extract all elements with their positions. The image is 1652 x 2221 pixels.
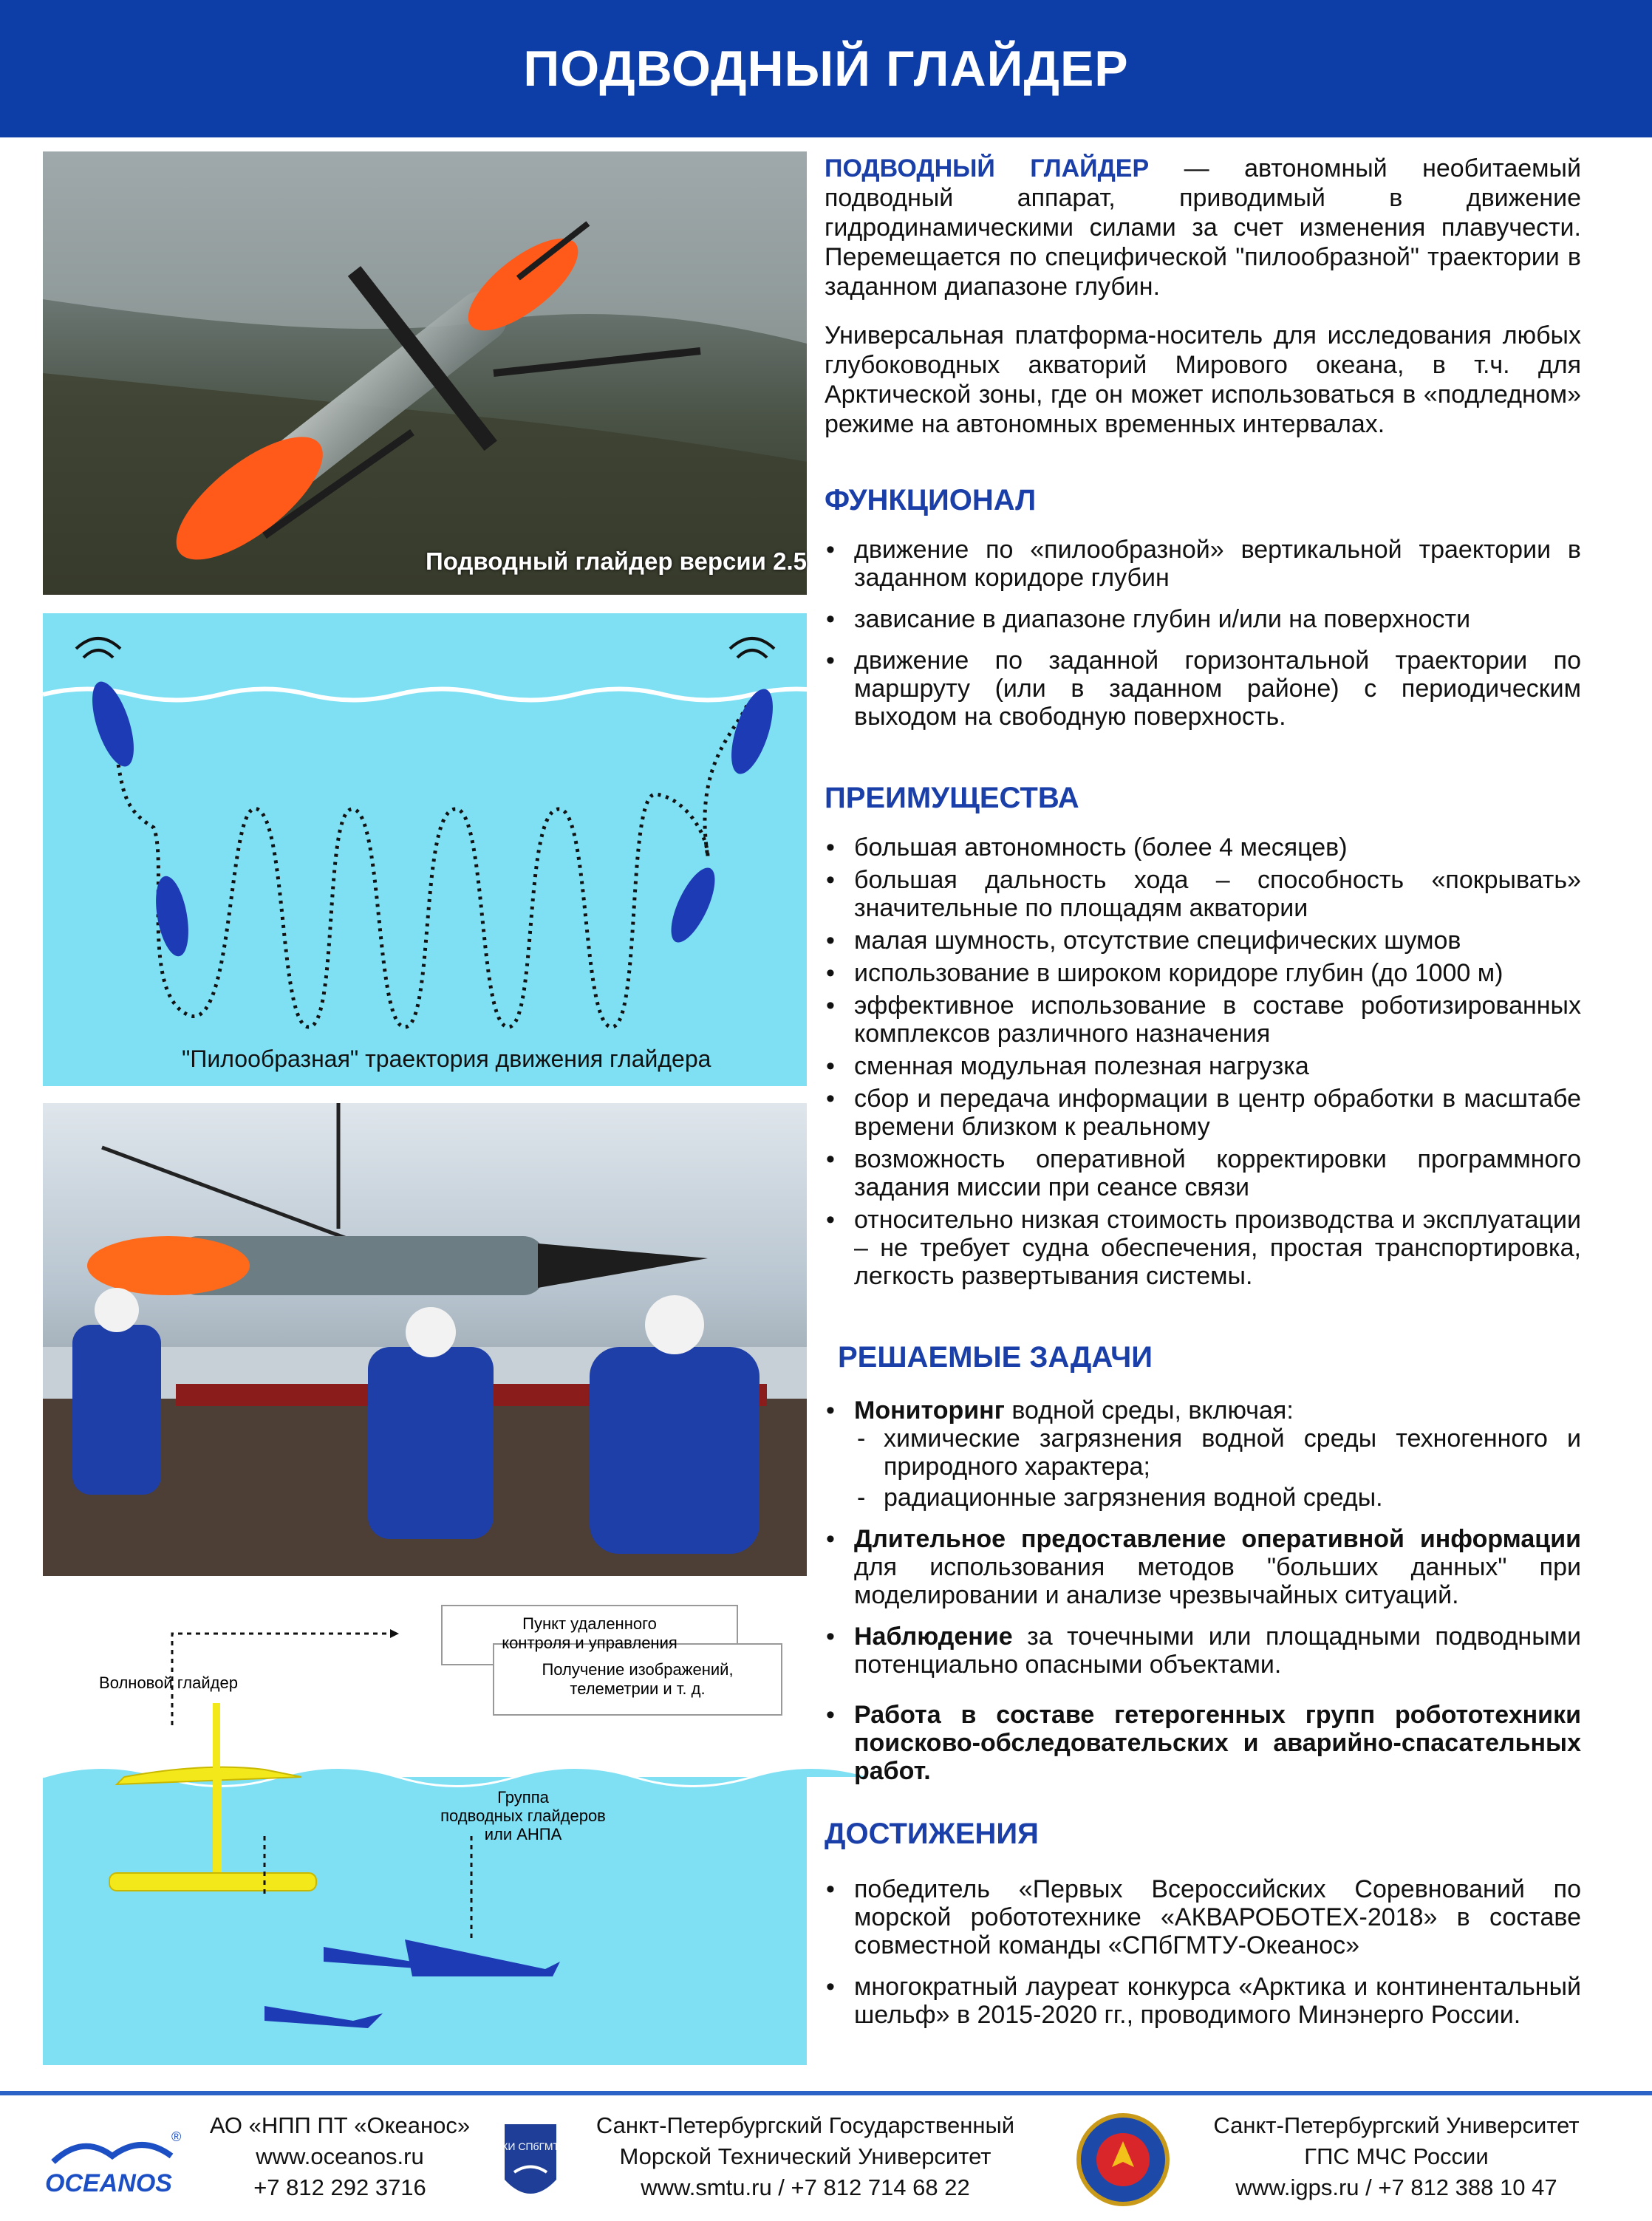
advantages-list xyxy=(825,833,1581,1290)
group-label-3: или АНПА xyxy=(484,1825,562,1843)
org2-name-line2: Морской Технический Университет xyxy=(619,2143,991,2169)
oceanos-logo-reg: ® xyxy=(171,2129,182,2144)
group-label-2: подводных глайдеров xyxy=(440,1807,606,1825)
smtu-contacts xyxy=(576,2110,1034,2203)
telemetry-label-2: телеметрии и т. д. xyxy=(570,1679,706,1698)
tasks-title: РЕШАЕМЫЕ ЗАДАЧИ xyxy=(838,1341,1153,1374)
intro-block xyxy=(825,154,1581,439)
advantages-title: ПРЕИМУЩЕСТВА xyxy=(825,782,1079,814)
trajectory-caption: "Пилообразная" траектория движения глайдера xyxy=(182,1045,711,1072)
system-scheme xyxy=(43,1592,807,2065)
page-title: ПОДВОДНЫЙ ГЛАЙДЕР xyxy=(523,41,1129,97)
achievement-item: • победитель «Первых Всероссийских Соревнований по морской робототехнике «АКВАРОБОТЕХ-2018» в составе совместной команды «СПбГМТУ-Океанос» xyxy=(825,1875,1581,1959)
advantage-item: • большая автономность (более 4 месяцев) xyxy=(825,833,1581,862)
functional-item-2: • зависание в диапазоне глубин и/или на поверхности xyxy=(825,605,1581,633)
org1-site[interactable]: www.oceanos.ru xyxy=(256,2143,424,2169)
trajectory-illustration xyxy=(43,613,807,1086)
telemetry-label-1: Получение изображений, xyxy=(542,1660,734,1679)
igps-logo-icon xyxy=(1075,2112,1171,2208)
task-item-monitoring: • Мониторинг водной среды, включая: xyxy=(825,1396,1581,1425)
task-subitem: - химические загрязнения водной среды техногенного и природного характера; xyxy=(854,1425,1581,1481)
org3-name-line1: Санкт-Петербургский Университет xyxy=(1213,2112,1580,2138)
wave-glider-label: Волновой глайдер xyxy=(99,1674,238,1692)
smtu-logo-icon xyxy=(495,2121,566,2209)
deployment-photo xyxy=(43,1103,807,1576)
functional-item-1: • движение по «пилообразной» вертикальной траектории в заданном коридоре глубин xyxy=(825,536,1581,592)
intro-paragraph-2: Универсальная платформа-носитель для исследования любых глубоководных акваторий Мирового океана, в т.ч. для Арктической зоны, где он может использоваться в «подледном» режиме на автономных временных интервалах. xyxy=(825,321,1581,438)
igps-logo xyxy=(1075,2112,1171,2208)
trajectory-diagram xyxy=(43,613,807,1086)
advantage-item: • возможность оперативной корректировки программного задания миссии при сеансе связи xyxy=(825,1145,1581,1201)
tasks-list xyxy=(825,1396,1581,1785)
org1-name: АО «НПП ПТ «Океанос» xyxy=(209,2112,471,2138)
smtu-logo-text: ЛКИ СПбГМТУ xyxy=(495,2140,566,2152)
functional-item-3: • движение по заданной горизонтальной траектории по маршруту (или в заданном районе) с периодическим выходом на свободную поверхность. xyxy=(825,646,1581,731)
oceanos-logo-text: OCEANOS xyxy=(45,2169,172,2197)
control-point-label-2: контроля и управления xyxy=(502,1634,677,1652)
control-point-label-1: Пункт удаленного xyxy=(522,1614,657,1633)
achievements-title: ДОСТИЖЕНИЯ xyxy=(825,1818,1039,1850)
advantage-item: • сменная модульная полезная нагрузка xyxy=(825,1052,1581,1080)
intro-lead: ПОДВОДНЫЙ ГЛАЙДЕР xyxy=(825,154,1150,182)
smtu-logo xyxy=(495,2121,566,2209)
org3-contact[interactable]: www.igps.ru / +7 812 388 10 47 xyxy=(1235,2174,1557,2200)
advantage-item: • малая шумность, отсутствие специфических шумов xyxy=(825,927,1581,955)
footer xyxy=(0,2091,1652,2221)
task-item-group: • Работа в составе гетерогенных групп робототехники поисково-обследовательских и аварийно-спасательных работ. xyxy=(825,1701,1581,1785)
advantage-item: • использование в широком коридоре глубин (до 1000 м) xyxy=(825,959,1581,987)
achievement-item: • многократный лауреат конкурса «Арктика и континентальный шельф» в 2015-2020 гг., проводимого Минэнерго России. xyxy=(825,1973,1581,2029)
intro-text: — автономный необитаемый подводный аппарат, приводимый в движение гидродинамическими силами за счет изменения плавучести. Перемещается по специфической "пилообразной" траектории в заданном диапазоне глубин. xyxy=(825,154,1581,301)
task-item-info: • Длительное предоставление оперативной информации для использования методов "больших данных" при моделировании и анализе чрезвычайных ситуаций. xyxy=(825,1525,1581,1609)
functional-title: ФУНКЦИОНАЛ xyxy=(825,484,1037,516)
task-item-observation: • Наблюдение за точечными или площадными подводными потенциально опасными объектами. xyxy=(825,1623,1581,1679)
glider-photo xyxy=(43,151,807,595)
glider-photo-illustration xyxy=(43,151,807,595)
org1-phone: +7 812 292 3716 xyxy=(253,2174,426,2200)
glider-photo-caption: Подводный глайдер версии 2.5 xyxy=(426,547,807,575)
page-header xyxy=(0,0,1652,137)
org3-name-line2: ГПС МЧС России xyxy=(1304,2143,1489,2169)
advantage-item: • большая дальность хода – способность «покрывать» значительные по площадям акватории xyxy=(825,866,1581,922)
advantage-item: • относительно низкая стоимость производства и эксплуатации – не требует судна обеспечения, простая транспортировка, легкость развертывания системы. xyxy=(825,1206,1581,1290)
intro-paragraph xyxy=(825,154,1581,301)
oceanos-contacts xyxy=(170,2110,510,2203)
org2-name-line1: Санкт-Петербургский Государственный xyxy=(595,2112,1015,2138)
deployment-illustration xyxy=(43,1103,807,1576)
task-subitem: - радиационные загрязнения водной среды. xyxy=(854,1484,1581,1512)
achievements-list xyxy=(825,1875,1581,2029)
functional-list xyxy=(825,536,1581,731)
advantage-item: • сбор и передача информации в центр обработки в масштабе времени близком к реальному xyxy=(825,1085,1581,1141)
oceanos-logo-icon xyxy=(38,2126,182,2200)
igps-contacts xyxy=(1175,2110,1618,2203)
advantage-item: • эффективное использование в составе роботизированных комплексов различного назначения xyxy=(825,992,1581,1048)
system-scheme-illustration xyxy=(43,1592,807,2065)
group-label-1: Группа xyxy=(497,1788,549,1807)
org2-contact[interactable]: www.smtu.ru / +7 812 714 68 22 xyxy=(641,2174,970,2200)
oceanos-logo xyxy=(38,2126,182,2200)
